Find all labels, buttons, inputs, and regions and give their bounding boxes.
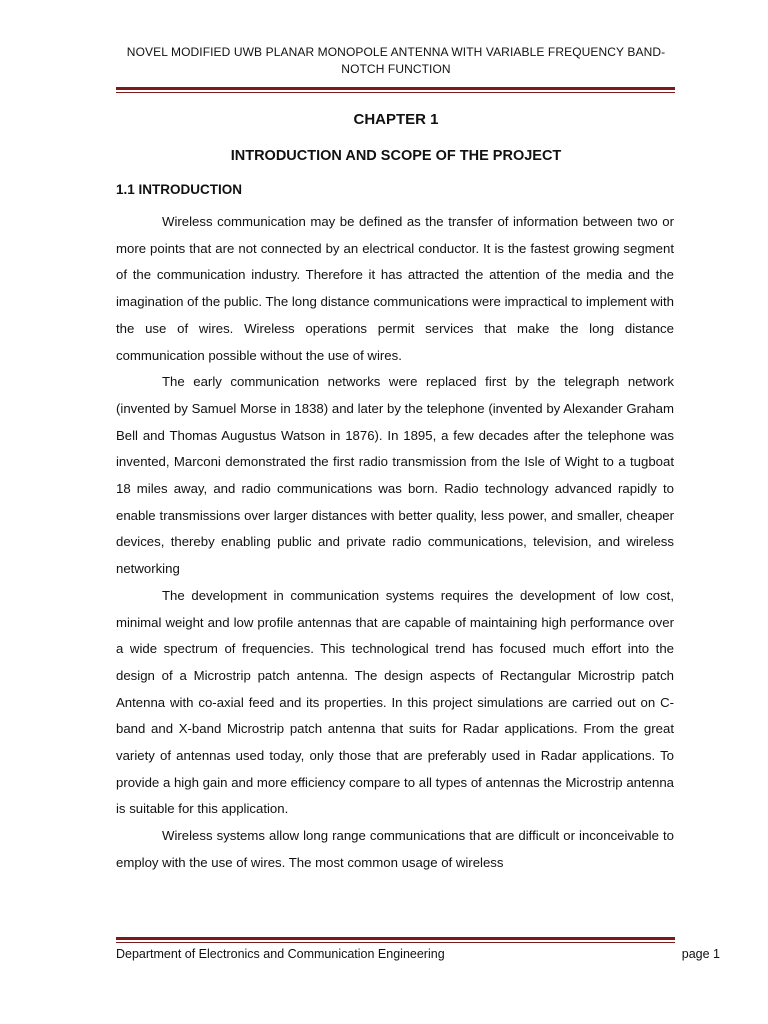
header-rule-thin (116, 92, 675, 93)
section-heading: 1.1 INTRODUCTION (116, 182, 243, 197)
footer-rule-thin (116, 942, 675, 943)
chapter-number: CHAPTER 1 (353, 111, 439, 128)
paragraph: The early communication networks were replaced first by the telegraph network (invented by Samuel Morse in 1838) and later by the telephone (invented by Alexander Graham Bell and Thomas Augustus Watson in 1876). In 1895, a few decades after the telephone was invented, Marconi demonstrated the first radio transmission from the Isle of Wight to a tugboat 18 miles away, and radio communications was born. Radio technology advanced rapidly to enable transmissions over larger distances with better quality, less power, and smaller, cheaper devices, thereby enabling public and private radio communications, television, and wireless networking (116, 374, 674, 577)
footer-department: Department of Electronics and Communication Engineering (116, 947, 445, 961)
body-text (116, 209, 674, 877)
paragraph: The development in communication systems requires the development of low cost, minimal weight and low profile antennas that are capable of maintaining high performance over a wide spectrum of frequencies. This technological trend has focused much effort into the design of a Microstrip patch antenna. The design aspects of Rectangular Microstrip patch Antenna with co-axial feed and its properties. In this project simulations are carried out on C- band and X-band Microstrip patch antenna that suits for Radar applications. From the great variety of antennas used today, only those that are preferably used in Radar applications. To provide a high gain and more efficiency compare to all types of antennas the Microstrip antenna is suitable for this application. (116, 587, 674, 817)
paragraph: Wireless systems allow long range communications that are difficult or inconceivable to employ with the use of wires. The most common usage of wireless (116, 828, 674, 870)
chapter-title: INTRODUCTION AND SCOPE OF THE PROJECT (230, 148, 562, 164)
footer-rule (116, 937, 675, 943)
header-rule (116, 87, 675, 93)
page-number: page 1 (681, 947, 720, 961)
running-header: NOVEL MODIFIED UWB PLANAR MONOPOLE ANTENNA WITH VARIABLE FREQUENCY BAND-NOTCH FUNCTION (126, 45, 666, 76)
paragraph: Wireless communication may be defined as the transfer of information between two or more points that are not connected by an electrical conductor. It is the fastest growing segment of the communication industry. Therefore it has attracted the attention of the media and the imagination of the public. The long distance communications were impractical to implement with the use of wires. Wireless operations permit services that make the long distance communication possible without the use of wires. (116, 214, 674, 363)
